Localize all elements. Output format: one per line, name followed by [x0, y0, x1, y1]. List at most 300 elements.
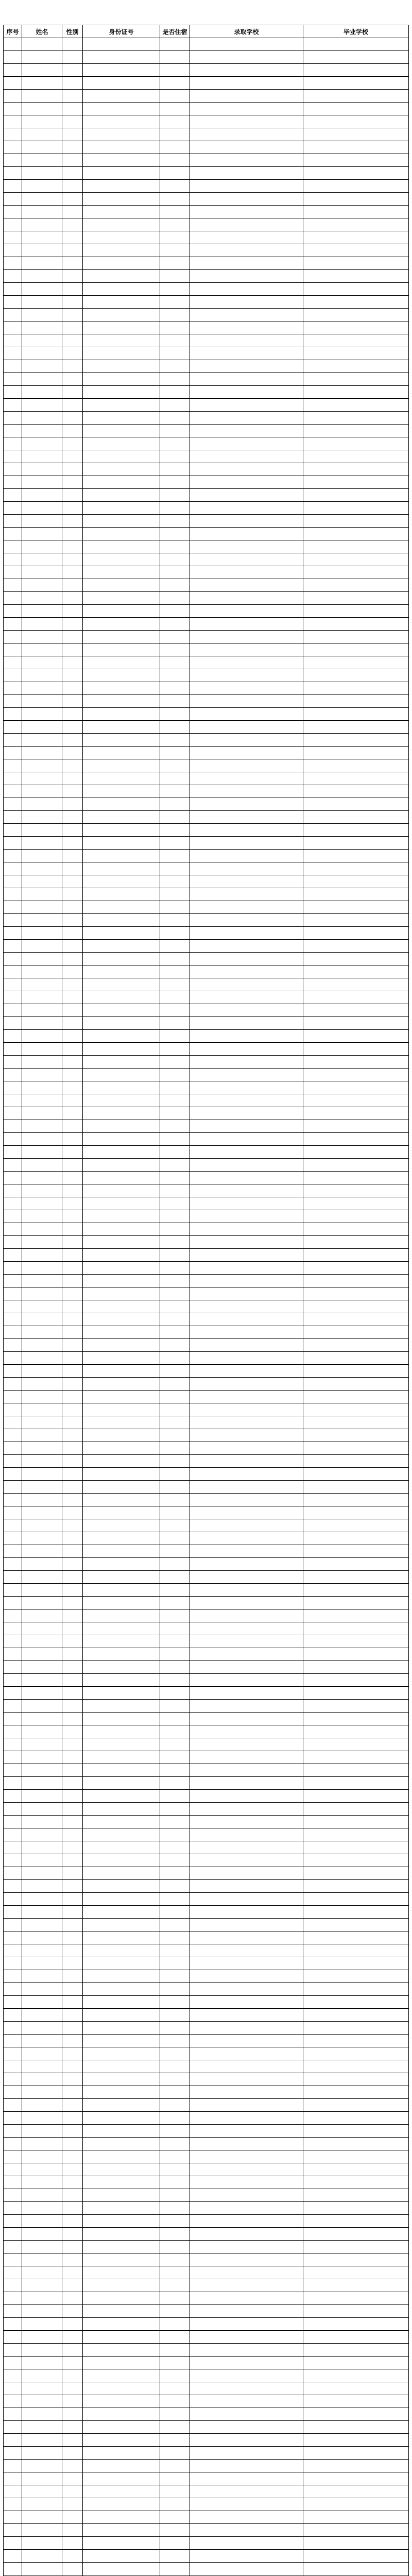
cell-boarding: [160, 1262, 190, 1275]
cell-grad: [303, 1854, 409, 1867]
cell-boarding: [160, 1919, 190, 1931]
cell-boarding: [160, 2241, 190, 2253]
cell-no: [4, 206, 22, 218]
cell-boarding: [160, 2047, 190, 2060]
cell-grad: [303, 2279, 409, 2292]
table-row: [4, 1970, 409, 1983]
cell-no: [4, 1455, 22, 1468]
cell-boarding: [160, 1622, 190, 1635]
cell-admit: [190, 1429, 303, 1442]
table-row: [4, 850, 409, 862]
cell-name: [22, 476, 62, 489]
cell-grad: [303, 991, 409, 1004]
cell-sex: [62, 1094, 83, 1107]
cell-id: [83, 1983, 160, 1996]
cell-no: [4, 1184, 22, 1197]
cell-grad: [303, 734, 409, 747]
cell-boarding: [160, 785, 190, 798]
cell-name: [22, 2035, 62, 2047]
cell-id: [83, 2189, 160, 2202]
cell-no: [4, 579, 22, 592]
cell-id: [83, 1648, 160, 1661]
cell-boarding: [160, 1674, 190, 1687]
cell-name: [22, 540, 62, 553]
cell-sex: [62, 566, 83, 579]
cell-name: [22, 2318, 62, 2331]
cell-id: [83, 141, 160, 154]
cell-no: [4, 1249, 22, 1262]
cell-grad: [303, 2369, 409, 2382]
cell-boarding: [160, 1790, 190, 1803]
cell-admit: [190, 283, 303, 296]
cell-grad: [303, 528, 409, 540]
table-row: [4, 231, 409, 244]
cell-admit: [190, 2382, 303, 2395]
cell-boarding: [160, 2524, 190, 2537]
table-row: [4, 2253, 409, 2266]
cell-admit: [190, 1339, 303, 1352]
cell-boarding: [160, 798, 190, 811]
table-row: [4, 1841, 409, 1854]
cell-boarding: [160, 566, 190, 579]
table-row: [4, 2176, 409, 2189]
cell-grad: [303, 2563, 409, 2575]
cell-boarding: [160, 2228, 190, 2241]
cell-admit: [190, 927, 303, 940]
cell-boarding: [160, 1017, 190, 1030]
cell-admit: [190, 875, 303, 888]
cell-admit: [190, 1094, 303, 1107]
cell-no: [4, 540, 22, 553]
cell-no: [4, 1944, 22, 1957]
table-row: [4, 1494, 409, 1506]
cell-grad: [303, 2472, 409, 2485]
cell-admit: [190, 914, 303, 927]
cell-name: [22, 811, 62, 824]
cell-grad: [303, 1069, 409, 1081]
cell-sex: [62, 437, 83, 450]
cell-boarding: [160, 386, 190, 399]
cell-boarding: [160, 2150, 190, 2163]
cell-name: [22, 515, 62, 528]
table-row: [4, 2318, 409, 2331]
cell-name: [22, 373, 62, 386]
cell-name: [22, 2382, 62, 2395]
cell-sex: [62, 1378, 83, 1391]
cell-id: [83, 193, 160, 206]
cell-no: [4, 2331, 22, 2344]
cell-name: [22, 566, 62, 579]
cell-no: [4, 1957, 22, 1970]
cell-admit: [190, 1313, 303, 1326]
cell-name: [22, 1249, 62, 1262]
cell-grad: [303, 2189, 409, 2202]
table-row: [4, 180, 409, 193]
cell-grad: [303, 283, 409, 296]
cell-sex: [62, 1777, 83, 1790]
cell-grad: [303, 2524, 409, 2537]
cell-grad: [303, 193, 409, 206]
cell-no: [4, 1262, 22, 1275]
cell-grad: [303, 2022, 409, 2035]
cell-boarding: [160, 489, 190, 502]
cell-admit: [190, 2073, 303, 2086]
cell-sex: [62, 2460, 83, 2472]
cell-sex: [62, 244, 83, 257]
table-row: [4, 1172, 409, 1184]
cell-name: [22, 1777, 62, 1790]
cell-sex: [62, 309, 83, 321]
cell-grad: [303, 1236, 409, 1249]
cell-boarding: [160, 656, 190, 669]
cell-admit: [190, 2408, 303, 2421]
cell-boarding: [160, 2086, 190, 2099]
cell-name: [22, 1854, 62, 1867]
cell-boarding: [160, 2022, 190, 2035]
cell-admit: [190, 772, 303, 785]
cell-id: [83, 2279, 160, 2292]
cell-sex: [62, 2344, 83, 2357]
cell-id: [83, 888, 160, 901]
table-row: [4, 1880, 409, 1893]
cell-name: [22, 463, 62, 476]
cell-name: [22, 1043, 62, 1056]
cell-sex: [62, 721, 83, 734]
cell-id: [83, 1622, 160, 1635]
cell-boarding: [160, 1275, 190, 1287]
cell-admit: [190, 2472, 303, 2485]
cell-sex: [62, 991, 83, 1004]
cell-id: [83, 2138, 160, 2150]
cell-id: [83, 1352, 160, 1365]
cell-grad: [303, 1365, 409, 1378]
cell-no: [4, 2511, 22, 2524]
cell-name: [22, 2215, 62, 2228]
table-row: [4, 1197, 409, 1210]
cell-id: [83, 1725, 160, 1738]
cell-name: [22, 154, 62, 167]
table-row: [4, 515, 409, 528]
cell-boarding: [160, 103, 190, 115]
cell-id: [83, 1893, 160, 1906]
cell-no: [4, 528, 22, 540]
table-row: [4, 1416, 409, 1429]
cell-id: [83, 1223, 160, 1236]
cell-sex: [62, 1558, 83, 1571]
cell-sex: [62, 618, 83, 631]
cell-name: [22, 2009, 62, 2022]
cell-name: [22, 2047, 62, 2060]
cell-boarding: [160, 1133, 190, 1146]
cell-grad: [303, 2498, 409, 2511]
cell-grad: [303, 128, 409, 141]
cell-grad: [303, 1931, 409, 1944]
cell-no: [4, 1287, 22, 1300]
cell-no: [4, 2563, 22, 2575]
cell-grad: [303, 1661, 409, 1674]
cell-admit: [190, 1777, 303, 1790]
cell-sex: [62, 1944, 83, 1957]
cell-name: [22, 2022, 62, 2035]
cell-id: [83, 862, 160, 875]
cell-id: [83, 1365, 160, 1378]
cell-name: [22, 334, 62, 347]
cell-grad: [303, 1803, 409, 1816]
cell-id: [83, 1919, 160, 1931]
table-row: [4, 2060, 409, 2073]
cell-name: [22, 605, 62, 618]
table-row: [4, 1069, 409, 1081]
cell-grad: [303, 2537, 409, 2550]
cell-id: [83, 1043, 160, 1056]
cell-boarding: [160, 631, 190, 643]
cell-id: [83, 1107, 160, 1120]
cell-no: [4, 167, 22, 180]
cell-admit: [190, 2395, 303, 2408]
cell-id: [83, 1313, 160, 1326]
cell-admit: [190, 708, 303, 721]
cell-id: [83, 1532, 160, 1545]
cell-no: [4, 2472, 22, 2485]
cell-grad: [303, 2447, 409, 2460]
cell-name: [22, 1764, 62, 1777]
cell-sex: [62, 1661, 83, 1674]
cell-boarding: [160, 90, 190, 103]
cell-no: [4, 953, 22, 965]
cell-sex: [62, 1184, 83, 1197]
table-row: [4, 450, 409, 463]
table-row: [4, 476, 409, 489]
cell-id: [83, 244, 160, 257]
cell-no: [4, 2498, 22, 2511]
table-row: [4, 2022, 409, 2035]
cell-admit: [190, 1120, 303, 1133]
cell-admit: [190, 901, 303, 914]
cell-sex: [62, 2357, 83, 2369]
cell-name: [22, 1738, 62, 1751]
cell-grad: [303, 115, 409, 128]
cell-name: [22, 450, 62, 463]
cell-sex: [62, 1403, 83, 1416]
cell-admit: [190, 2202, 303, 2215]
cell-name: [22, 2202, 62, 2215]
cell-sex: [62, 1931, 83, 1944]
cell-sex: [62, 270, 83, 283]
cell-admit: [190, 656, 303, 669]
cell-id: [83, 77, 160, 90]
cell-name: [22, 2537, 62, 2550]
cell-grad: [303, 2318, 409, 2331]
cell-admit: [190, 1700, 303, 1713]
cell-id: [83, 1030, 160, 1043]
cell-name: [22, 2279, 62, 2292]
cell-admit: [190, 2550, 303, 2563]
cell-id: [83, 2202, 160, 2215]
cell-admit: [190, 2279, 303, 2292]
cell-boarding: [160, 1597, 190, 1609]
cell-id: [83, 1184, 160, 1197]
cell-sex: [62, 2253, 83, 2266]
cell-boarding: [160, 2447, 190, 2460]
cell-admit: [190, 1468, 303, 1481]
cell-id: [83, 206, 160, 218]
cell-grad: [303, 218, 409, 231]
cell-admit: [190, 51, 303, 64]
cell-sex: [62, 193, 83, 206]
cell-sex: [62, 2189, 83, 2202]
cell-id: [83, 2241, 160, 2253]
cell-grad: [303, 270, 409, 283]
cell-id: [83, 347, 160, 360]
table-row: [4, 1300, 409, 1313]
cell-boarding: [160, 463, 190, 476]
cell-boarding: [160, 2408, 190, 2421]
cell-grad: [303, 2266, 409, 2279]
cell-boarding: [160, 180, 190, 193]
cell-id: [83, 463, 160, 476]
cell-name: [22, 785, 62, 798]
cell-admit: [190, 1751, 303, 1764]
cell-boarding: [160, 669, 190, 682]
cell-sex: [62, 1481, 83, 1494]
cell-id: [83, 1661, 160, 1674]
cell-sex: [62, 2086, 83, 2099]
cell-boarding: [160, 811, 190, 824]
cell-grad: [303, 824, 409, 837]
cell-grad: [303, 2138, 409, 2150]
cell-boarding: [160, 1970, 190, 1983]
cell-sex: [62, 695, 83, 708]
cell-no: [4, 2112, 22, 2125]
cell-sex: [62, 2550, 83, 2563]
cell-sex: [62, 1751, 83, 1764]
cell-id: [83, 1146, 160, 1159]
cell-name: [22, 321, 62, 334]
cell-sex: [62, 2279, 83, 2292]
cell-no: [4, 1094, 22, 1107]
cell-boarding: [160, 1725, 190, 1738]
cell-boarding: [160, 2382, 190, 2395]
table-row: [4, 2434, 409, 2447]
cell-boarding: [160, 682, 190, 695]
table-row: [4, 2292, 409, 2305]
cell-no: [4, 154, 22, 167]
table-row: [4, 1365, 409, 1378]
cell-boarding: [160, 425, 190, 437]
cell-sex: [62, 1262, 83, 1275]
cell-boarding: [160, 888, 190, 901]
cell-name: [22, 1172, 62, 1184]
cell-no: [4, 283, 22, 296]
cell-id: [83, 231, 160, 244]
cell-id: [83, 1790, 160, 1803]
cell-grad: [303, 1210, 409, 1223]
cell-admit: [190, 141, 303, 154]
cell-no: [4, 824, 22, 837]
cell-grad: [303, 1056, 409, 1069]
cell-admit: [190, 2485, 303, 2498]
cell-no: [4, 1983, 22, 1996]
cell-sex: [62, 515, 83, 528]
cell-admit: [190, 1146, 303, 1159]
cell-grad: [303, 1184, 409, 1197]
cell-boarding: [160, 1803, 190, 1816]
table-row: [4, 1094, 409, 1107]
cell-id: [83, 2047, 160, 2060]
cell-admit: [190, 734, 303, 747]
cell-admit: [190, 2099, 303, 2112]
cell-sex: [62, 759, 83, 772]
cell-grad: [303, 553, 409, 566]
cell-boarding: [160, 1609, 190, 1622]
cell-sex: [62, 1545, 83, 1558]
cell-no: [4, 2253, 22, 2266]
cell-id: [83, 1275, 160, 1287]
cell-grad: [303, 837, 409, 850]
cell-id: [83, 386, 160, 399]
cell-boarding: [160, 2035, 190, 2047]
cell-id: [83, 1764, 160, 1777]
cell-sex: [62, 1236, 83, 1249]
cell-admit: [190, 1584, 303, 1597]
cell-id: [83, 2421, 160, 2434]
cell-sex: [62, 1056, 83, 1069]
cell-admit: [190, 1558, 303, 1571]
cell-boarding: [160, 1004, 190, 1017]
cell-no: [4, 231, 22, 244]
table-row: [4, 1609, 409, 1622]
cell-admit: [190, 1159, 303, 1172]
cell-id: [83, 154, 160, 167]
table-row: [4, 1223, 409, 1236]
cell-no: [4, 2460, 22, 2472]
cell-boarding: [160, 1931, 190, 1944]
cell-id: [83, 2357, 160, 2369]
cell-grad: [303, 2421, 409, 2434]
cell-no: [4, 1236, 22, 1249]
table-row: [4, 528, 409, 540]
cell-grad: [303, 2163, 409, 2176]
table-row: [4, 115, 409, 128]
cell-boarding: [160, 528, 190, 540]
cell-sex: [62, 2524, 83, 2537]
cell-boarding: [160, 1069, 190, 1081]
cell-admit: [190, 1867, 303, 1880]
cell-name: [22, 1300, 62, 1313]
cell-grad: [303, 141, 409, 154]
table-row: [4, 2047, 409, 2060]
cell-name: [22, 1481, 62, 1494]
cell-boarding: [160, 141, 190, 154]
cell-admit: [190, 2292, 303, 2305]
table-row: [4, 2189, 409, 2202]
table-row: [4, 811, 409, 824]
cell-grad: [303, 1481, 409, 1494]
cell-id: [83, 734, 160, 747]
cell-boarding: [160, 875, 190, 888]
cell-sex: [62, 2511, 83, 2524]
cell-grad: [303, 1300, 409, 1313]
table-row: [4, 1004, 409, 1017]
cell-name: [22, 1223, 62, 1236]
cell-boarding: [160, 2395, 190, 2408]
cell-name: [22, 991, 62, 1004]
cell-no: [4, 51, 22, 64]
table-row: [4, 1506, 409, 1519]
cell-boarding: [160, 2125, 190, 2138]
cell-id: [83, 2331, 160, 2344]
cell-boarding: [160, 1120, 190, 1133]
